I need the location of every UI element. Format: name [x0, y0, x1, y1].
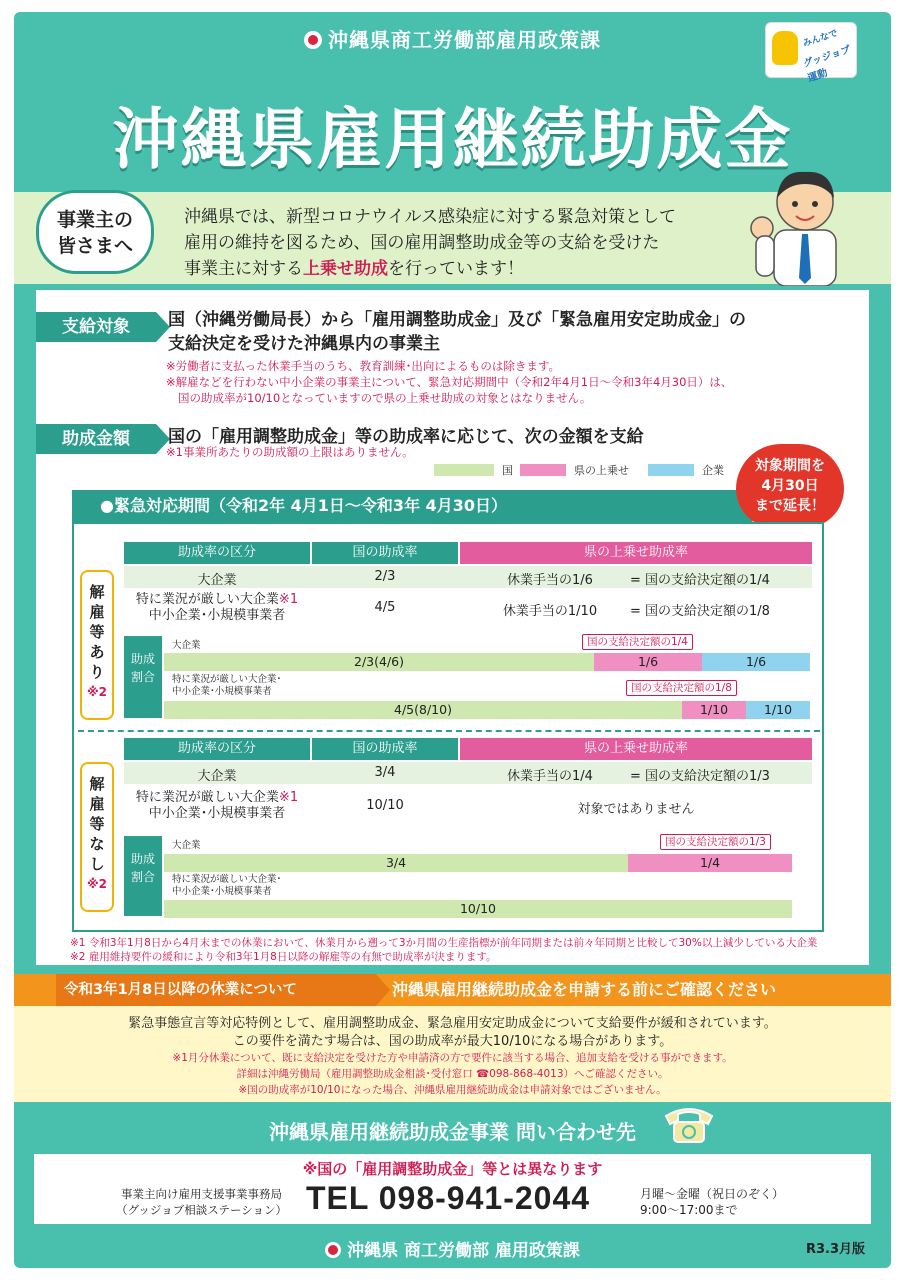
callout-1-3: 国の支給決定額の1/3: [660, 834, 771, 850]
special-line1-2: [124, 790, 310, 806]
bar-label-special-1: [172, 674, 281, 698]
intro-badge-line1: 事業主の: [56, 209, 133, 231]
ratio-header-with-layoff: [124, 636, 162, 718]
contact-title: 沖縄県雇用継続助成金事業 問い合わせ先: [269, 1120, 636, 1144]
special-line1-text-2: 特に業況が厳しい大企業: [135, 790, 279, 805]
eligibility-line2: 支給決定を受けた沖縄県内の事業主: [168, 334, 440, 354]
legend-swatch-national: [434, 464, 494, 476]
callout-1-8: 国の支給決定額の1/8: [626, 680, 737, 696]
bar-company-1-6: 1/6: [702, 653, 810, 671]
header-category: 助成率の区分: [124, 542, 310, 564]
footnote-2: ※2 雇用維持要件の緩和により令和3年1月8日以降の解雇等の有無で助成率が決まります。: [70, 951, 497, 963]
ratio-line2-2: 割合: [130, 870, 155, 884]
cell-pref-a-1-4: 休業手当の1/4: [507, 769, 593, 784]
extension-line3: まで延長！: [755, 498, 825, 514]
intro-badge: [36, 190, 154, 274]
eligibility-label: 支給対象: [36, 312, 156, 342]
bar-label-special-1-b: 中小企業･小規模事業者: [172, 686, 272, 697]
special-mark-2: ※1: [278, 790, 299, 805]
legend-prefecture: [520, 462, 629, 478]
eligibility-note3: 国の助成率が10/10となっていますので県の上乗せ助成の対象とはなりません。: [178, 391, 592, 405]
header-org-text: 沖縄県商工労働部雇用政策課: [328, 28, 601, 52]
contact-office: [116, 1186, 287, 1218]
ratio-header-without-layoff: [124, 836, 162, 916]
bar-national-2-3: 2/3(4/6): [164, 653, 594, 671]
amount-title: 国の「雇用調整助成金」等の助成率に応じて、次の金額を支給: [168, 427, 644, 447]
intro-line3-pre: 事業主に対する: [184, 259, 303, 279]
legend-company: [648, 462, 724, 478]
special-line1-text: 特に業況が厳しい大企業: [135, 592, 279, 607]
cell-pref-b-1-4: = 国の支給決定額の1/4: [630, 573, 770, 588]
cell-special-company-2: [124, 790, 310, 822]
notice-line2: この要件を満たす場合は、国の助成率が最大10/10になる場合があります。: [232, 1034, 673, 1049]
cell-national-3-4: 3/4: [374, 765, 396, 780]
bar-label-special-2-b: 中小企業･小規模事業者: [172, 886, 272, 897]
bar-national-10-10: 10/10: [164, 900, 792, 918]
special-mark: ※1: [278, 592, 299, 607]
legend-swatch-company: [648, 464, 694, 476]
logo-text-1: みんなで: [801, 28, 840, 50]
goodjob-campaign-logo: [765, 22, 857, 85]
cell-special-company-1: [124, 592, 310, 624]
notice-note2: 詳細は沖縄労働局（雇用調整助成金相談･受付窓口 ☎098-868-4013）へご確認ください。: [236, 1068, 669, 1080]
ratio-line1: 助成: [130, 652, 155, 666]
page-title: 沖縄県雇用継続助成金: [112, 101, 793, 178]
bar-label-special-2-a: 特に業況が厳しい大企業･: [172, 874, 282, 885]
version-label: R3.3月版: [806, 1242, 866, 1257]
header-category-2: 助成率の区分: [124, 738, 310, 760]
special-line2: 中小企業･小規模事業者: [148, 608, 286, 623]
emergency-period-bar: ●緊急対応期間（令和2年 4月1日～令和3年 4月30日）: [72, 490, 752, 522]
cell-national-10-10: 10/10: [366, 798, 404, 813]
special-line2-2: 中小企業･小規模事業者: [148, 806, 286, 821]
header-national-rate-2: 国の助成率: [312, 738, 458, 760]
bar-label-large-1: 大企業: [172, 640, 201, 651]
intro-line3: [184, 256, 744, 282]
header-prefecture-rate-2: 県の上乗せ助成率: [460, 738, 812, 760]
eligibility-line1: 国（沖縄労働局長）から「雇用調整助成金」及び「緊急雇用安定助成金」の: [168, 310, 746, 330]
amount-label: 助成金額: [36, 424, 156, 454]
bar-national-4-5: 4/5(8/10): [164, 701, 682, 719]
contact-hours: [640, 1186, 784, 1218]
cell-not-eligible: 対象ではありません: [577, 802, 695, 817]
with-layoff-label: 解雇等あり: [89, 583, 105, 681]
eligibility-title: [168, 308, 746, 356]
office-line1: 事業主向け雇用支援事業事務局: [121, 1187, 282, 1201]
intro-line3-emphasis: 上乗せ助成: [303, 259, 388, 279]
callout-1-4: 国の支給決定額の1/4: [582, 634, 693, 650]
businessman-character-icon: [748, 158, 858, 286]
cell-large-company-1: 大企業: [197, 573, 237, 588]
header-national-rate: 国の助成率: [312, 542, 458, 564]
extension-badge: [736, 444, 844, 528]
cell-pref-a-1-10: 休業手当の1/10: [502, 604, 598, 619]
extension-line2: 4月30日: [761, 478, 819, 494]
office-line2: （グッジョブ相談ステーション）: [116, 1203, 288, 1217]
special-line1: [124, 592, 310, 608]
notice-right: 沖縄県雇用継続助成金を申請する前にご確認ください: [392, 980, 777, 999]
legend-national: [434, 462, 513, 478]
legend-company-label: 企業: [702, 464, 724, 477]
intro-line3-post: を行っています！: [388, 259, 524, 279]
side-label-with-layoff: [80, 570, 114, 720]
footer-seal-icon: [325, 1242, 341, 1258]
ratio-line1-2: 助成: [130, 852, 155, 866]
with-layoff-note: ※2: [86, 685, 107, 699]
eligibility-note1: ※労働者に支払った休業手当のうち、教育訓練･出向によるものは除きます。: [166, 359, 560, 373]
cell-pref-b-1-8: = 国の支給決定額の1/8: [630, 604, 770, 619]
cell-pref-a-1-6: 休業手当の1/6: [507, 573, 593, 588]
bar-label-special-1-a: 特に業況が厳しい大企業･: [172, 674, 282, 685]
amount-note: ※1事業所あたりの助成額の上限はありません。: [166, 445, 414, 459]
notice-left: 令和3年1月8日以降の休業について: [56, 974, 376, 1006]
hours-line1: 月曜～金曜（祝日のぞく）: [640, 1187, 785, 1201]
legend-national-label: 国: [502, 464, 513, 477]
side-label-without-layoff: [80, 762, 114, 912]
cell-national-2-3: 2/3: [374, 569, 396, 584]
bar-label-large-2: 大企業: [172, 840, 201, 851]
notice-note3: ※国の助成率が10/10になった場合、沖縄県雇用継続助成金は申請対象ではございません。: [238, 1084, 667, 1096]
bar-pref-1-10: 1/10: [682, 701, 746, 719]
footer-org-text: 沖縄県 商工労働部 雇用政策課: [347, 1241, 580, 1261]
header-prefecture-rate: 県の上乗せ助成率: [460, 542, 812, 564]
legend-swatch-prefecture: [520, 464, 566, 476]
prefecture-seal-icon: [304, 31, 322, 49]
cell-national-4-5: 4/5: [374, 600, 396, 615]
bar-pref-1-4: 1/4: [628, 854, 792, 872]
contact-difference-note: ※国の「雇用調整助成金」等とは異なります: [302, 1160, 603, 1178]
bar-pref-1-6: 1/6: [594, 653, 702, 671]
cell-pref-b-1-3: = 国の支給決定額の1/3: [630, 769, 770, 784]
without-layoff-label: 解雇等なし: [89, 775, 105, 873]
legend-prefecture-label: 県の上乗せ: [574, 464, 629, 477]
notice-line1: 緊急事態宣言等対応特例として、雇用調整助成金、緊急雇用安定助成金について支給要件が緩和されています。: [128, 1016, 777, 1031]
bar-label-special-2: [172, 874, 281, 898]
contact-phone-number[interactable]: TEL 098-941-2044: [306, 1180, 591, 1216]
footer-organization: [0, 1236, 905, 1261]
intro-badge-line2: 皆さまへ: [56, 235, 133, 257]
cell-large-company-2: 大企業: [197, 769, 237, 784]
thumbs-up-icon: [772, 31, 798, 65]
intro-line2: 雇用の維持を図るため、国の雇用調整助成金等の支給を受けた: [184, 233, 660, 253]
bar-national-3-4: 3/4: [164, 854, 628, 872]
intro-line1: 沖縄県では、新型コロナウイルス感染症に対する緊急対策として: [184, 207, 676, 227]
extension-line1: 対象期間を: [755, 458, 825, 474]
without-layoff-note: ※2: [86, 877, 107, 891]
logo-text-2: グッジョブ運動: [801, 44, 853, 85]
eligibility-note2: ※解雇などを行わない中小企業の事業主について、緊急対応期間中（令和2年4月1日～令和3年4月30日）は、: [166, 375, 733, 389]
ratio-line2: 割合: [130, 670, 155, 684]
intro-text: [184, 204, 744, 282]
bar-company-1-10: 1/10: [746, 701, 810, 719]
footnote-1: ※1 令和3年1月8日から4月末までの休業において、休業月から遡って3か月間の生産指標が前年同期または前々年同期と比較して30%以上減少している大企業: [70, 937, 818, 949]
notice-note1: ※1月分休業について、既に支給決定を受けた方や申請済の方で要件に該当する場合、追加支給を受ける事ができます。: [172, 1052, 733, 1064]
section-divider: [78, 730, 820, 732]
telephone-icon: [662, 1102, 716, 1146]
hours-line2: 9:00～17:00まで: [640, 1203, 738, 1217]
